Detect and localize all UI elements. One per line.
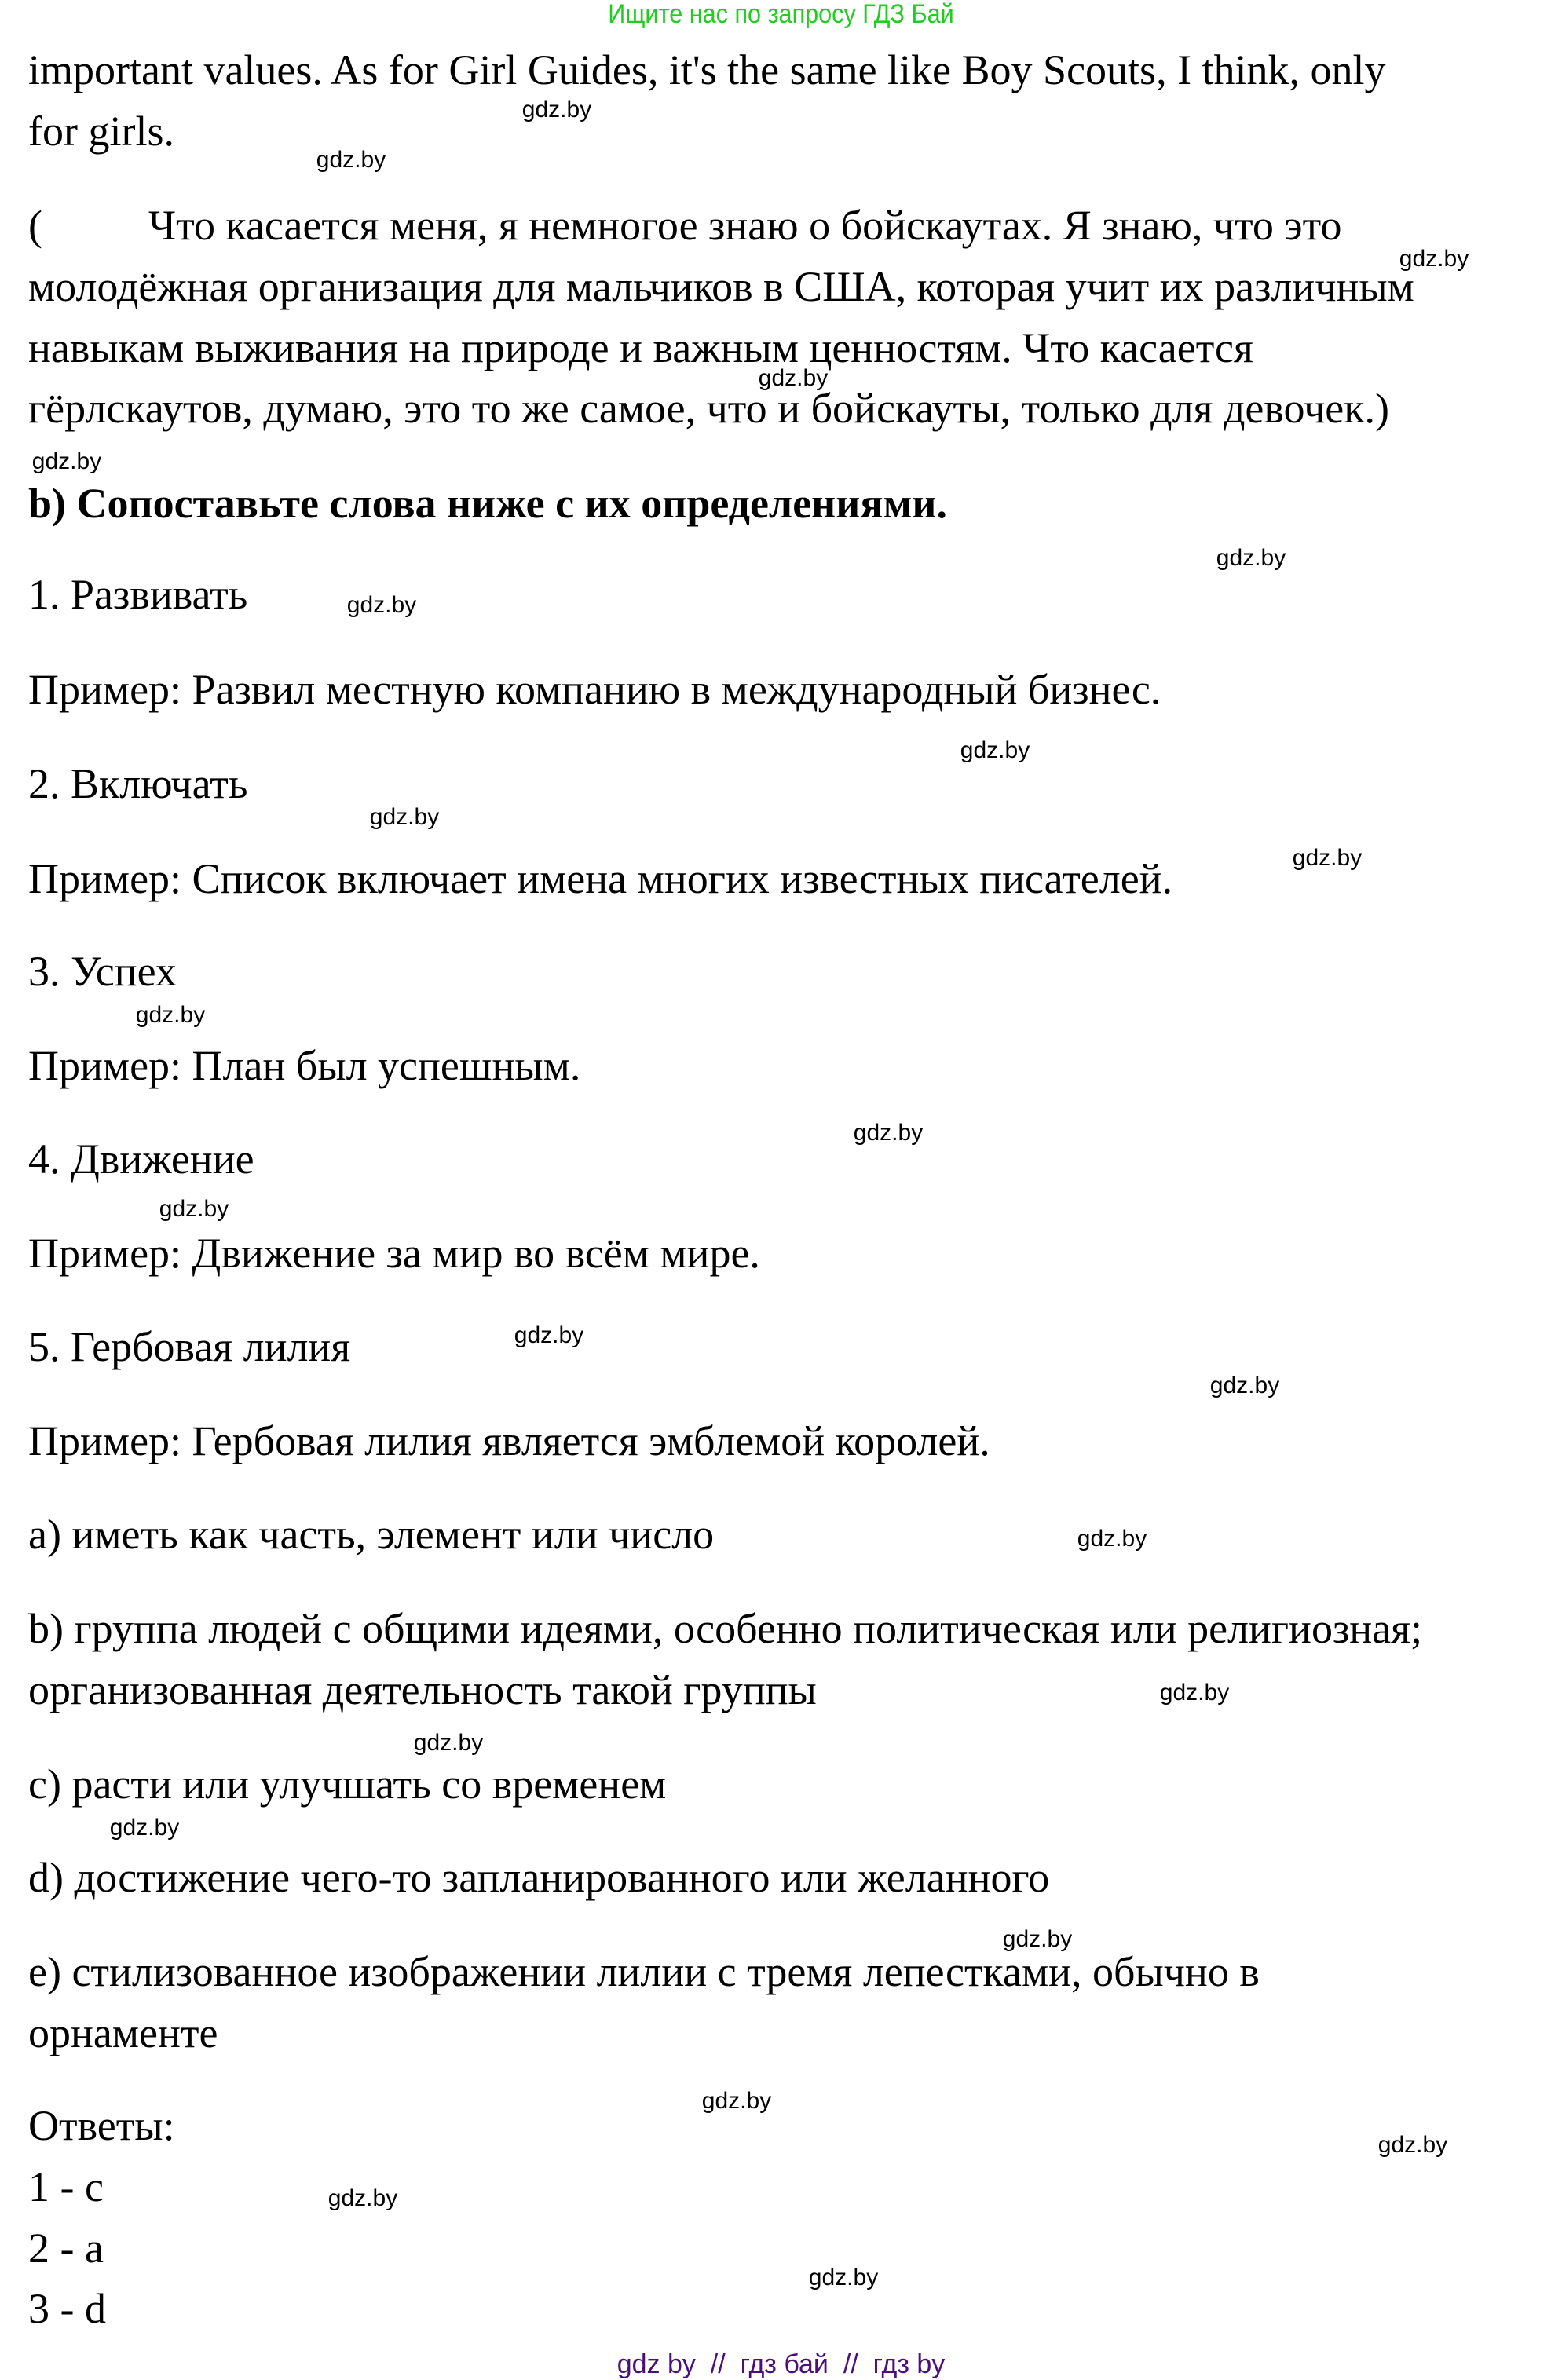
definition-item: d) достижение чего-то запланированного или желанного [28,1854,1050,1901]
text-line: молодёжная организация для мальчиков в США, которая учит их различным [28,263,1414,310]
definition-item: e) стилизованное изображении лилии с тремя лепестками, обычно в [28,1948,1260,1995]
open-paren: ( [28,202,42,249]
translation-line [28,204,1341,247]
answer-item: 1 - c [28,2163,104,2210]
answer-item: 2 - a [28,2225,104,2272]
example-line: Пример: Развил местную компанию в международный бизнес. [28,666,1161,713]
definition-item: b) группа людей с общими идеями, особенно политическая или религиозная; [28,1605,1422,1652]
word-item: 5. Гербовая лилия [28,1323,351,1370]
watermark: gdz.by [514,1322,584,1348]
watermark: gdz.by [701,2088,772,2114]
task-heading: b) Сопоставьте слова ниже с их определениями. [28,480,948,527]
watermark: gdz.by [960,737,1030,763]
watermark: gdz.by [327,2185,398,2211]
word-item: 3. Успех [28,948,177,995]
watermark: gdz.by [1377,2132,1448,2158]
watermark: gdz.by [346,592,417,618]
watermark: gdz.by [159,1196,229,1222]
word-item: 1. Развивать [28,571,248,618]
text-line: for girls. [28,108,174,155]
watermark: gdz.by [1077,1526,1147,1552]
watermark: gdz.by [369,804,440,830]
watermark: gdz.by [1159,1680,1230,1705]
example-line: Пример: План был успешным. [28,1042,581,1089]
example-line: Пример: Гербовая лилия является эмблемой королей. [28,1417,990,1464]
word-item: 2. Включать [28,760,248,807]
watermark: gdz.by [1292,845,1363,871]
answer-item: 3 - d [28,2285,106,2332]
watermark: gdz.by [31,448,102,474]
answers-heading: Ответы: [28,2102,175,2149]
watermark: gdz.by [1216,545,1286,571]
footer-links: gdz by // гдз бай // гдз by [616,2349,946,2379]
example-line: Пример: Список включает имена многих известных писателей. [28,855,1173,902]
watermark: gdz.by [1399,246,1469,272]
watermark: gdz.by [1209,1373,1280,1398]
translation-text: Что касается меня, я немногое знаю о бойскаутах. Я знаю, что это [148,202,1342,249]
text-line: гёрлскаутов, думаю, это то же самое, что и бойскауты, только для девочек.) [28,385,1389,432]
watermark: gdz.by [413,1730,484,1756]
definition-item: c) расти или улучшать со временем [28,1760,667,1808]
search-hint-banner: Ищите нас по запросу ГДЗ Бай [608,0,954,29]
text-line: important values. As for Girl Guides, it's the same like Boy Scouts, I think, only [28,46,1386,93]
word-item: 4. Движение [28,1135,254,1183]
watermark: gdz.by [758,365,829,391]
example-line: Пример: Движение за мир во всём мире. [28,1230,760,1277]
watermark: gdz.by [109,1815,180,1841]
watermark: gdz.by [1002,1926,1073,1952]
definition-item: орнаменте [28,2009,218,2056]
watermark: gdz.by [808,2265,879,2290]
watermark: gdz.by [135,1002,206,1028]
watermark: gdz.by [853,1120,924,1146]
watermark: gdz.by [521,97,592,122]
watermark: gdz.by [316,147,386,173]
definition-item: организованная деятельность такой группы [28,1666,817,1713]
text-line: навыкам выживания на природе и важным ценностям. Что касается [28,324,1253,371]
definition-item: a) иметь как часть, элемент или число [28,1511,715,1558]
